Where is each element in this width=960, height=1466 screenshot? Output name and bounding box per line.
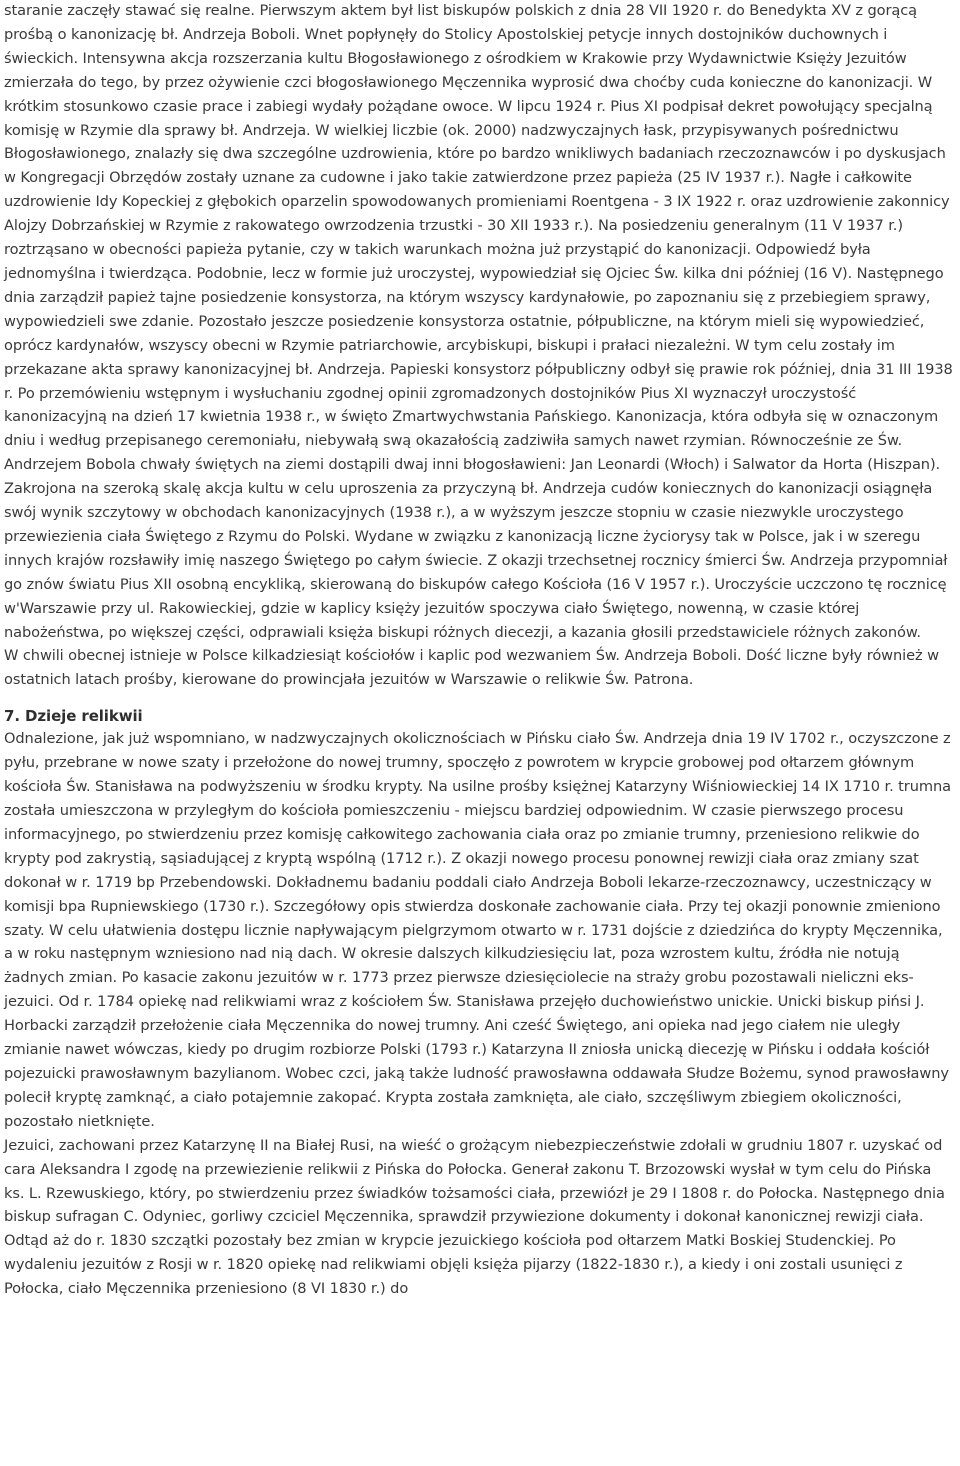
paragraph-jesuits-polotsk: Jezuici, zachowani przez Katarzynę II na Białej Rusi, na wieść o grożącym niebezpieczeństwie zdołali w grudniu 1807 r. uzyskać od cara Aleksandra I zgodę na przewiezienie relikwii z Pińska do Połocka. Generał zakonu T. Brzozowski wysłał w tym celu do Pińska ks. L. Rzewuskiego, który, po stwierdzeniu przez świadków tożsamości ciała, przewiózł je 29 I 1808 r. do Połocka. Następnego dnia biskup sufragan C. Odyniec, gorliwy czciciel Męczennika, sprawdził przywiezione dokumenty i dokonał kanonicznej rewizji ciała. Odtąd aż do r. 1830 szczątki pozostały bez zmian w krypcie jezuickiego kościoła pod ołtarzem Matki Boskiej Studenckiej. Po wydaleniu jezuitów z Rosji w r. 1820 opiekę nad relikwiami objęli księża pijarzy (1822-1830 r.), a kiedy i oni zostali usunięci z Połocka, ciało Męczennika przeniesiono (8 VI 1830 r.) do [4,1136,945,1298]
paragraph-churches-today: W chwili obecnej istnieje w Polsce kilkadziesiąt kościołów i kaplic pod wezwaniem Św. Andrzeja Boboli. Dość liczne były również w ostatnich latach prośby, kierowane do prowincjała jezuitów w Warszawie o relikwie Św. Patrona. [4,647,939,689]
paragraph-canonization-process: staranie zaczęły stawać się realne. Pierwszym aktem był list biskupów polskich z dnia 28 VII 1920 r. do Benedykta XV z gorącą prośbą o kanonizację bł. Andrzeja Boboli. Wnet popłynęły do Stolicy Apostolskiej petycje innych dostojników duchownych i świeckich. Intensywna akcja rozszerzania kultu Błogosławionego z ośrodkiem w Krakowie przy Wydawnictwie Księży Jezuitów zmierzała do tego, by przez ożywienie czci błogosławionego Męczennika wyprosić dwa choćby cuda konieczne do kanonizacji. W krótkim stosunkowo czasie prace i zabiegi wydały pożądane owoce. W lipcu 1924 r. Pius XI podpisał dekret powołujący specjalną komisję w Rzymie dla sprawy bł. Andrzeja. W wielkiej liczbie (ok. 2000) nadzwyczajnych łask, przypisywanych pośrednictwu Błogosławionego, znalazły się dwa szczególne uzdrowienia, które po bardzo wnikliwych badaniach rzeczoznawców i po dyskusjach w Kongregacji Obrzędów zostały uznane za cudowne i jako takie zatwierdzone przez papieża (25 IV 1937 r.). Nagłe i całkowite uzdrowienie Idy Kopeckiej z głębokich oparzelin spowodowanych promieniami Roentgena - 3 IX 1922 r. oraz uzdrowienie zakonnicy Alojzy Dobrzańskiej w Rzymie z rakowatego owrzodzenia trzustki - 30 XII 1933 r.). Na posiedzeniu generalnym (11 V 1937 r.) roztrząsano w obecności papieża pytanie, czy w takich warunkach można już przystąpić do kanonizacji. Odpowiedź była jednomyślna i twierdząca. Podobnie, lecz w formie już uroczystej, wypowiedział się Ojciec Św. kilka dni później (16 V). Następnego dnia zarządził papież tajne posiedzenie konsystorza, na którym wszyscy kardynałowie, po zapoznaniu się z przebiegiem sprawy, wypowiedzieli swe zdanie. Pozostało jeszcze posiedzenie konsystorza ostatnie, półpubliczne, na którym mieli się wypowiedzieć, oprócz kardynałów, wszyscy obecni w Rzymie patriarchowie, arcybiskupi, biskupi i prałaci niezależni. W tym celu zostały im przekazane akta sprawy kanonizacyjnej bł. Andrzeja. Papieski konsystorz półpubliczny odbył się prawie rok później, dnia 31 III 1938 r. Po przemówieniu wstępnym i wysłuchaniu zgodnej opinii zgromadzonych dostojników Pius XI wyznaczył uroczystość kanonizacyjną na dzień 17 kwietnia 1938 r., w święto Zmartwychwstania Pańskiego. Kanonizacja, która odbyła się w oznaczonym dniu i według przepisanego ceremoniału, niebywałą swą okazałością zadziwiła samych nawet rzymian. Równocześnie ze Św. Andrzejem Bobola chwały świętych na ziemi dostąpili dwaj inni błogosławieni: Jan Leonardi (Włoch) i Salwator da Horta (Hiszpan). [4,2,953,474]
section-heading: 7. Dzieje relikwii [4,707,143,726]
paragraph-cult-action: Zakrojona na szeroką skalę akcja kultu w celu uproszenia za przyczyną bł. Andrzeja cudów koniecznych do kanonizacji osiągnęła swój wynik szczytowy w obchodach kanonizacyjnych (1938 r.), a w wyższym jeszcze stopniu w czasie niezwykle uroczystego przewiezienia ciała Świętego z Rzymu do Polski. Wydane w związku z kanonizacją liczne życiorysy tak w Polsce, jak i w szeregu innych krajów rozsławiły imię naszego Świętego po całym świecie. Z okazji trzechsetnej rocznicy śmierci Św. Andrzeja przypomniał go znów światu Pius XII osobną encykliką, skierowaną do biskupów całego Kościoła (16 V 1957 r.). Uroczyście uczczono tę rocznicę w'Warszawie przy ul. Rakowieckiej, gdzie w kaplicy księży jezuitów spoczywa ciało Świętego, nowenną, w czasie której nabożeństwa, po większej części, odprawiali księża biskupi różnych diecezji, a kazania głosili przedstawiciele różnych zakonów. [4,480,948,641]
paragraph-relics-history: Odnalezione, jak już wspomniano, w nadzwyczajnych okolicznościach w Pińsku ciało Św. Andrzeja dnia 19 IV 1702 r., oczyszczone z pyłu, przebrane w nowe szaty i przełożone do nowej trumny, spoczęło z powrotem w krypcie grobowej pod ołtarzem głównym kościoła Św. Stanisława na podwyższeniu w środku krypty. Na usilne prośby księżnej Katarzyny Wiśniowieckiej 14 IX 1710 r. trumna została umieszczona w przyległym do kościoła pomieszczeniu - miejscu bardziej odpowiednim. W czasie pierwszego procesu informacyjnego, po stwierdzeniu przez komisję całkowitego zachowania ciała oraz po zmianie trumny, przeniesiono relikwie do krypty pod zakrystią, sąsiadującej z kryptą wspólną (1712 r.). Z okazji nowego procesu ponownej rewizji ciała oraz zmiany szat dokonał w r. 1719 bp Przebendowski. Dokładnemu badaniu poddali ciało Andrzeja Boboli lekarze-rzeczoznawcy, uczestniczący w komisji bpa Rupniewskiego (1730 r.). Szczegółowy opis stwierdza doskonałe zachowanie ciała. Przy tej okazji ponownie zmieniono szaty. W celu ułatwienia dostępu licznie napływającym pielgrzymom otwarto w r. 1731 dojście z dziedzińca do krypty Męczennika, a w roku następnym wzniesiono nad nią dach. W okresie dalszych kilkudziesięciu lat, poza wzrostem kultu, źródła nie notują żadnych zmian. Po kasacie zakonu jezuitów w r. 1773 przez pierwsze dziesięciolecie na straży grobu pozostawali nieliczni eks-jezuici. Od r. 1784 opiekę nad relikwiami wraz z kościołem Św. Stanisława przejęło duchowieństwo unickie. Unicki biskup pińsi J. Horbacki zarządził przełożenie ciała Męczennika do nowej trumny. Ani cześć Świętego, ani opieka nad jego ciałem nie uległy zmianie nawet wówczas, kiedy po drugim rozbiorze Polski (1793 r.) Katarzyna II zniosła unicką diecezję w Pińsku i oddała kościół pojezuicki prawosławnym bazylianom. Wobec czci, jaką także ludność prawosławna oddawała Słudze Bożemu, synod prawosławny polecił kryptę zamknąć, a ciało potajemnie zakopać. Krypta została zamknięta, ale ciało, szczęśliwym zbiegiem okoliczności, pozostało nietknięte. [4,730,951,1130]
